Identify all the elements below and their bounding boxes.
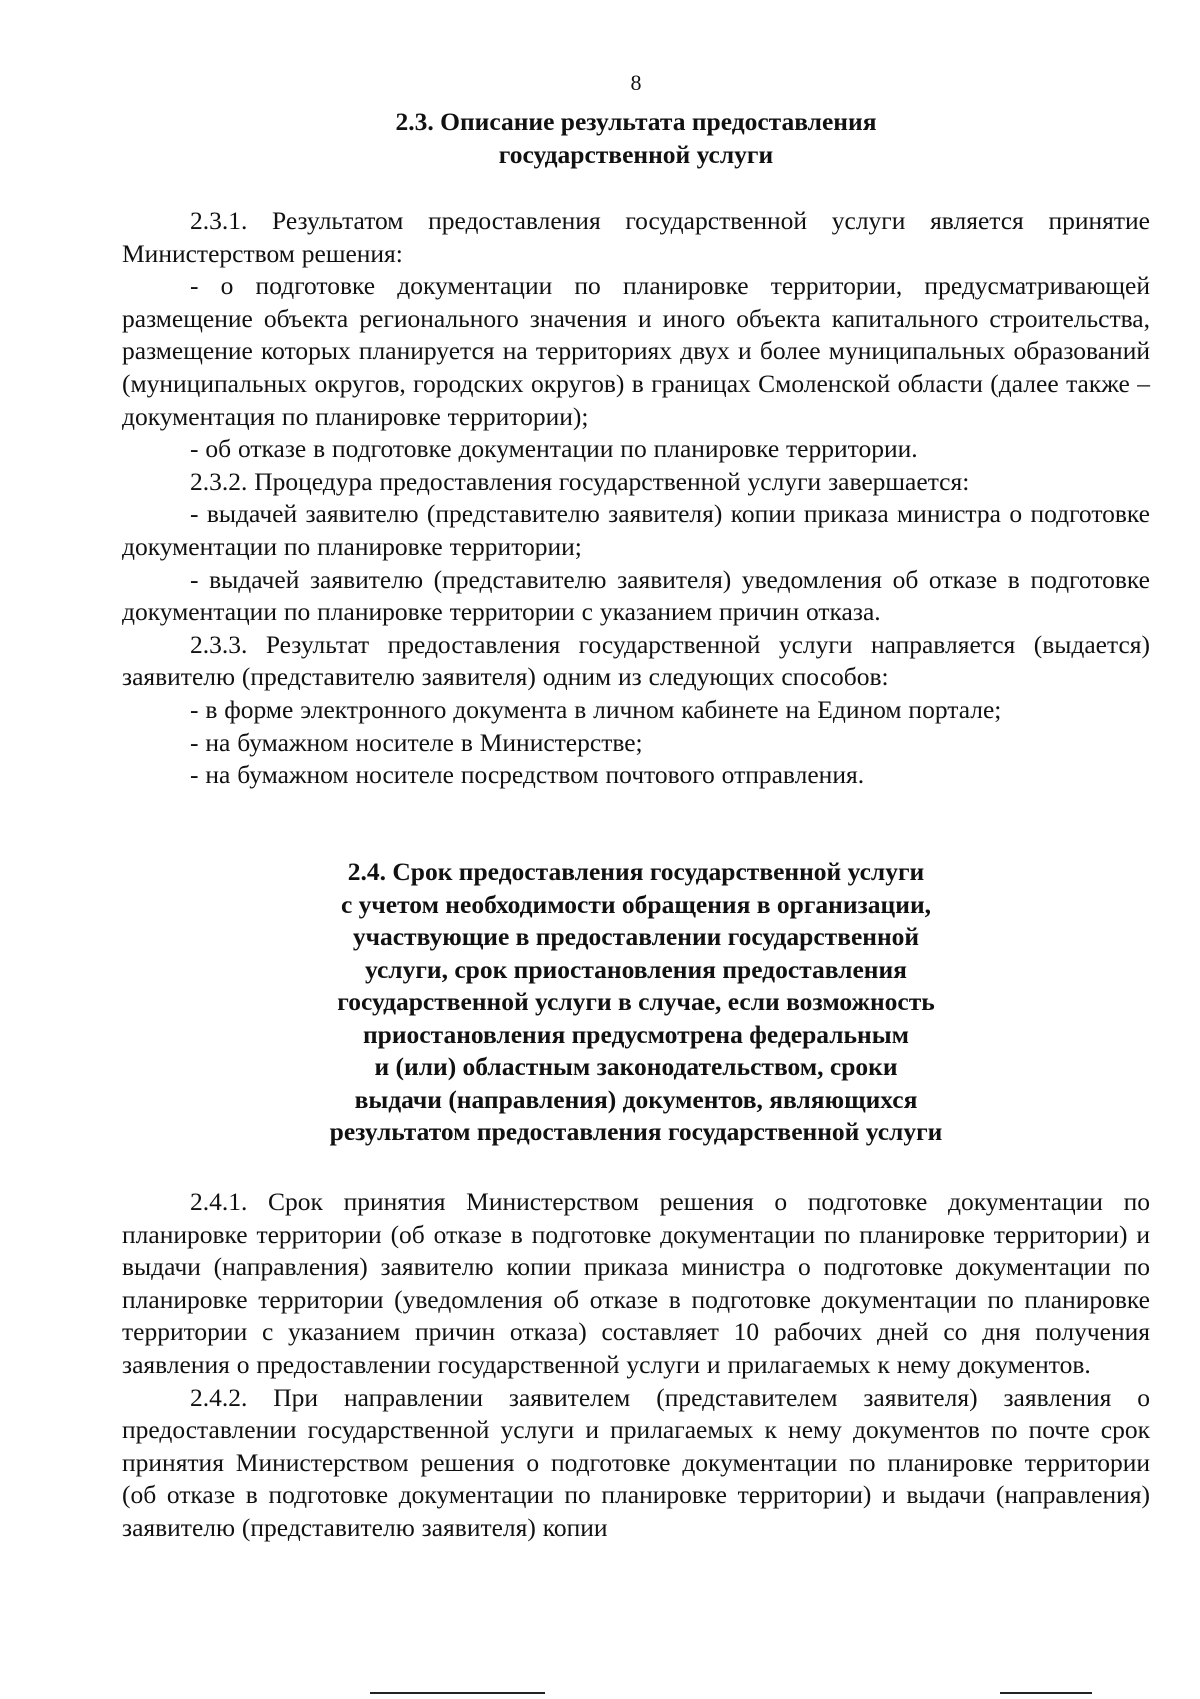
heading-line: 2.4. Срок предоставления государственной услуги <box>347 857 925 886</box>
list-item: - в форме электронного документа в личном кабинете на Едином портале; <box>190 694 1002 724</box>
heading-line: государственной услуги <box>498 139 774 169</box>
scan-edge-mark <box>370 1692 545 1694</box>
list-item: - на бумажном носителе в Министерстве; <box>190 727 643 757</box>
heading-line: участвующие в предоставлении государственной <box>352 922 920 951</box>
heading-line: выдачи (направления) документов, являющихся <box>354 1084 918 1114</box>
section-heading-2-4 <box>122 856 1150 1149</box>
list-item: - выдачей заявителю (представителю заявителя) уведомления об отказе в подготовке документации по планировке территории с указанием причин отказа. <box>122 564 1150 627</box>
heading-line: результатом предоставления государственной услуги <box>329 1117 943 1146</box>
list-item: - выдачей заявителю (представителю заявителя) копии приказа министра о подготовке документации по планировке территории; <box>122 499 1150 561</box>
heading-line: приостановления предусмотрена федеральным <box>362 1019 910 1049</box>
section-heading-2-3 <box>122 106 1150 171</box>
page-number: 8 <box>630 70 642 95</box>
scan-edge-mark <box>1000 1692 1092 1694</box>
heading-line: с учетом необходимости обращения в организации, <box>340 889 932 919</box>
section-body-2-3 <box>122 205 1150 792</box>
list-item: - об отказе в подготовке документации по планировке территории. <box>190 434 918 464</box>
heading-line: государственной услуги в случае, если возможность <box>337 987 935 1016</box>
paragraph-2-4-1: 2.4.1. Срок принятия Министерством решения о подготовке документации по планировке территории (об отказе в подготовке документации по планировке территории) и выдачи (направления) заявителю копии приказа министра о подготовке документации по планировке территории (уведомления об отказе в подготовке документации по планировке территории с указанием причин отказа) составляет 10 рабочих дней со дня получения заявления о предоставлении государственной услуги и прилагаемых к нему документов. <box>122 1187 1150 1379</box>
heading-line: услуги, срок приостановления предоставления <box>365 954 907 984</box>
paragraph-2-4-2: 2.4.2. При направлении заявителем (представителем заявителя) заявления о предоставлении государственной услуги и прилагаемых к нему документов по почте срок принятия Министерством решения о подготовке документации по планировке территории (об отказе в подготовке документации по планировке территории) и выдачи (направления) заявителю (представителю заявителя) копии <box>122 1382 1150 1542</box>
list-item: - о подготовке документации по планировке территории, предусматривающей размещение объекта регионального значения и иного объекта капитального строительства, размещение которых планируется на территориях двух и более муниципальных образований (муниципальных округов, городских округов) в границах Смоленской области (далее также – документация по планировке территории); <box>122 271 1150 431</box>
list-item: - на бумажном носителе посредством почтового отправления. <box>190 760 865 790</box>
section-body-2-4 <box>122 1186 1150 1545</box>
heading-line: 2.3. Описание результата предоставления <box>395 107 877 136</box>
heading-line: и (или) областным законодательством, сроки <box>374 1052 898 1081</box>
paragraph-2-3-2: 2.3.2. Процедура предоставления государственной услуги завершается: <box>190 466 970 496</box>
paragraph-2-3-3: 2.3.3. Результат предоставления государственной услуги направляется (выдается) заявителю (представителю заявителя) одним из следующих способов: <box>122 629 1150 692</box>
paragraph-2-3-1: 2.3.1. Результатом предоставления государственной услуги является принятие Министерством решения: <box>122 206 1150 268</box>
